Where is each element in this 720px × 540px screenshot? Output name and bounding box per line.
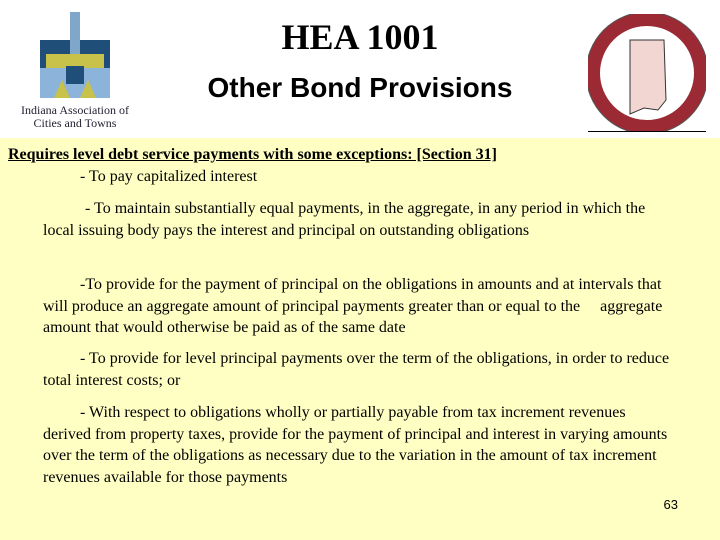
slide-title: HEA 1001 (281, 17, 439, 57)
page-number: 63 (663, 497, 678, 512)
bullet-5: - With respect to obligations wholly or partially payable from tax increment revenues derived from property taxes, provide for the payment of principal and interest in varying amounts over the term of the obligations as necessary due to the variation in the amount of tax increment revenues available for those payments (43, 404, 668, 486)
logo-caption-2: Cities and Towns (33, 116, 117, 130)
bullet-1: - To pay capitalized interest (80, 168, 258, 185)
bullet-2: - To maintain substantially equal payments, in the aggregate, in any period in which the local issuing body pays the interest and principal on outstanding obligations (43, 200, 646, 239)
aic-seal (588, 14, 706, 132)
content-area (0, 138, 720, 540)
slide-subtitle: Other Bond Provisions (207, 72, 513, 103)
section-heading: Requires level debt service payments with some exceptions: [Section 31] (8, 146, 497, 163)
logo-caption-1: Indiana Association of (21, 103, 129, 117)
bullet-4: - To provide for level principal payments over the term of the obligations, in order to reduce total interest costs; or (43, 350, 670, 389)
bullet-3: -To provide for the payment of principal on the obligations in amounts and at intervals that will produce an aggregate amount of principal payments greater than or equal to the aggregate amount that would otherwise be paid as of the same date (43, 276, 667, 336)
divider (588, 131, 706, 132)
